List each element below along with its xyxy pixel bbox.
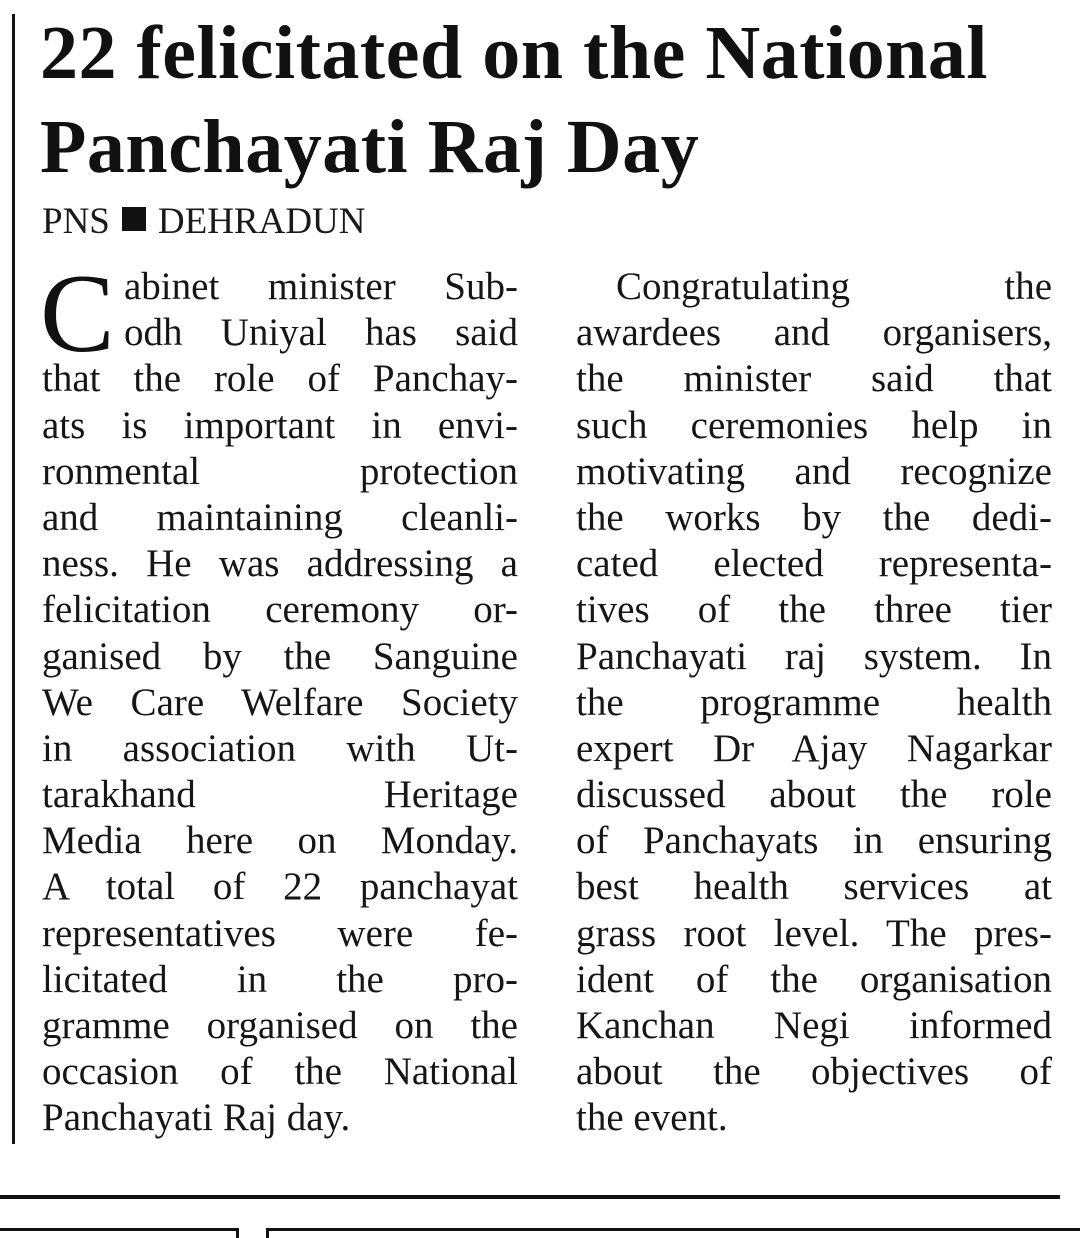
article-line: tives of the three tier (576, 588, 1052, 632)
article-line: abinet minister Sub- (124, 265, 518, 308)
article-line: ident of the organisation (576, 957, 1052, 1001)
drop-cap: C (40, 252, 115, 376)
byline (42, 200, 366, 244)
article-column-right (576, 264, 1052, 1142)
article-line: We Care Welfare Society (42, 680, 518, 724)
article-line: Media here on Monday. (42, 819, 518, 863)
byline-agency: PNS (42, 201, 110, 242)
article-line: the minister said that (576, 357, 1052, 401)
article-line: ats is important in envi- (42, 403, 518, 447)
article-line: licitated in the pro- (42, 957, 518, 1001)
article-line: Congratulating the (616, 265, 1052, 308)
article-line: the works by the dedi- (576, 495, 1052, 539)
article-line: Kanchan Negi informed (576, 1004, 1052, 1047)
article-line: that the role of Panchay- (42, 357, 518, 401)
headline-line-1: 22 felicitated on the National (40, 11, 989, 95)
article-line: ronmental protection (42, 449, 518, 493)
article-line: A total of 22 panchayat (42, 865, 518, 909)
article-line: felicitation ceremony or- (42, 588, 518, 632)
article-line: and maintaining cleanli- (42, 495, 518, 539)
article-line: motivating and recognize (576, 449, 1052, 493)
article-line: about the objectives of (576, 1050, 1052, 1094)
column-rule (12, 14, 15, 1144)
article-line: such ceremonies help in (576, 403, 1052, 447)
article-line: awardees and organisers, (576, 311, 1052, 355)
article-line: expert Dr Ajay Nagarkar (576, 726, 1052, 770)
article-line: tarakhand Heritage (42, 773, 518, 817)
article-line: gramme organised on the (42, 1004, 518, 1047)
square-bullet-icon (122, 207, 146, 231)
article-line: occasion of the National (42, 1050, 518, 1094)
article-line: Panchayati raj system. In (576, 634, 1052, 678)
headline (40, 6, 1070, 194)
article-line: in association with Ut- (42, 726, 518, 770)
headline-line-2: Panchayati Raj Day (40, 105, 700, 189)
article-line: the event. (576, 1096, 728, 1140)
article-line: of Panchayats in ensuring (576, 819, 1052, 863)
article-line: representatives were fe- (42, 911, 518, 955)
article-line: cated elected representa- (576, 542, 1052, 586)
bottom-divider (0, 1195, 1060, 1199)
article-line: ness. He was addressing a (42, 542, 518, 586)
next-article-frame-left (0, 1228, 239, 1238)
article-line: ganised by the Sanguine (42, 634, 518, 678)
article-line: the programme health (576, 680, 1052, 724)
article-line: discussed about the role (576, 773, 1052, 817)
article-line: Panchayati Raj day. (42, 1096, 351, 1140)
article-line: odh Uniyal has said (124, 311, 518, 355)
article-line: grass root level. The pres- (576, 911, 1052, 955)
next-article-frame-right (266, 1228, 1080, 1238)
article-column-left (40, 252, 518, 1142)
article-line: best health services at (576, 865, 1052, 909)
byline-place: DEHRADUN (157, 201, 366, 242)
drop-cap-block (40, 252, 518, 376)
